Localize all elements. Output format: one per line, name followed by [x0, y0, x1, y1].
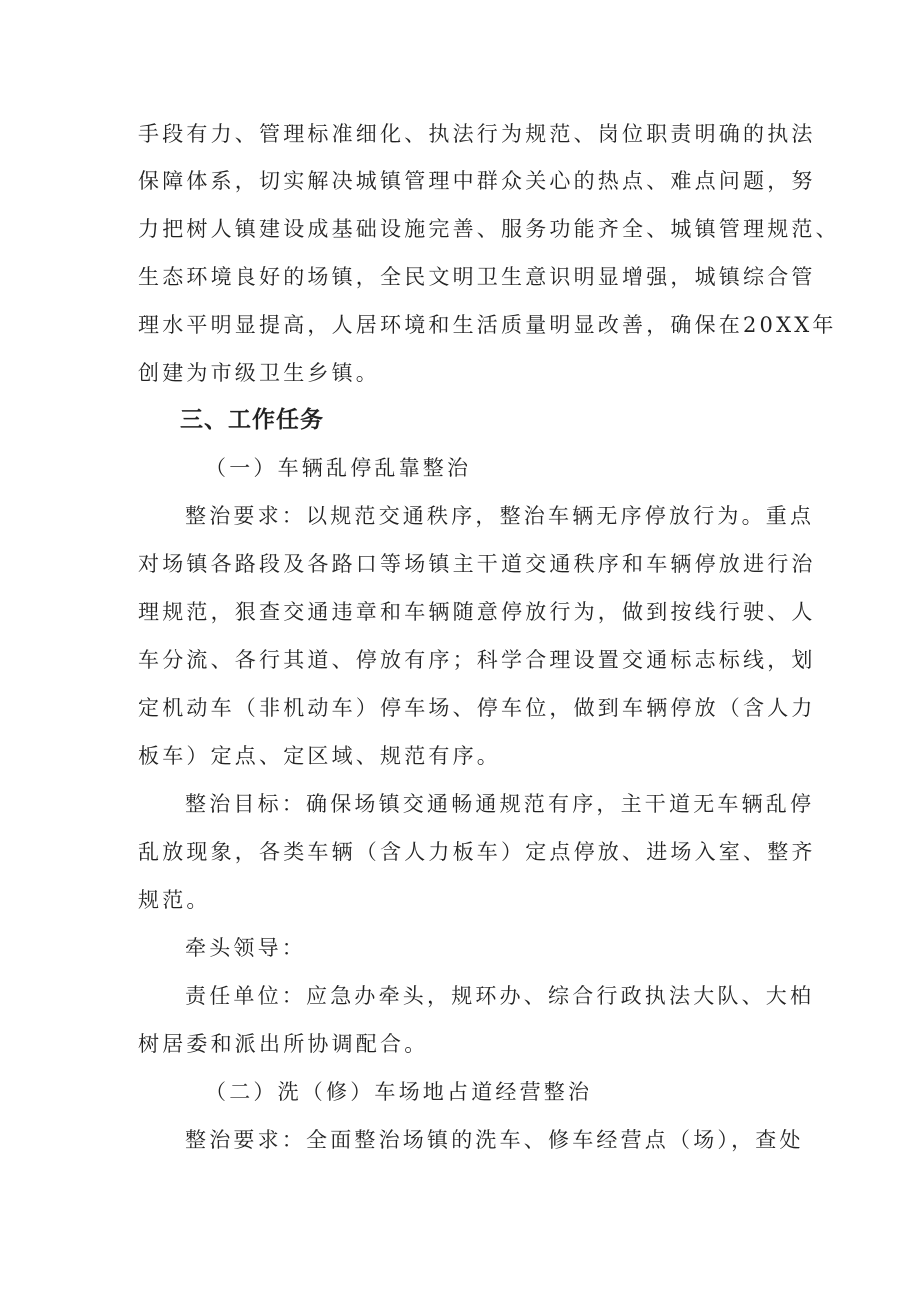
paragraph-line: 定机动车（非机动车）停车场、停车位，做到车辆停放（含人力: [138, 696, 816, 720]
paragraph-line: 理水平明显提高，人居环境和生活质量明显改善，确保在20XX年: [138, 313, 837, 337]
paragraph-line: 整治目标：确保场镇交通畅通规范有序，主干道无车辆乱停: [185, 792, 815, 816]
paragraph-line: 规范。: [138, 888, 211, 912]
subsection-heading: （一）车辆乱停乱靠整治: [205, 456, 472, 480]
paragraph-line: 整治要求：以规范交通秩序，整治车辆无序停放行为。重点: [185, 504, 815, 528]
paragraph-line: 保障体系，切实解决城镇管理中群众关心的热点、难点问题，努: [138, 169, 816, 193]
paragraph-line: 力把树人镇建设成基础设施完善、服务功能齐全、城镇管理规范、: [138, 217, 840, 241]
paragraph-line: 整治要求：全面整治场镇的洗车、修车经营点（场），查处: [185, 1128, 804, 1152]
paragraph-line: 树居委和派出所协调配合。: [138, 1032, 429, 1056]
paragraph-line: 手段有力、管理标准细化、执法行为规范、岗位职责明确的执法: [138, 122, 816, 146]
paragraph-line: 责任单位：应急办牵头，规环办、综合行政执法大队、大柏: [185, 984, 815, 1008]
paragraph-line: 牵头领导：: [185, 936, 306, 960]
subsection-heading: （二）洗（修）车场地占道经营整治: [205, 1080, 593, 1104]
paragraph-line: 对场镇各路段及各路口等场镇主干道交通秩序和车辆停放进行治: [138, 552, 816, 576]
paragraph-line: 理规范，狠查交通违章和车辆随意停放行为，做到按线行驶、人: [138, 600, 816, 624]
paragraph-line: 车分流、各行其道、停放有序；科学合理设置交通标志标线，划: [138, 648, 816, 672]
paragraph-line: 生态环境良好的场镇，全民文明卫生意识明显增强，城镇综合管: [138, 265, 816, 289]
paragraph-line: 板车）定点、定区域、规范有序。: [138, 744, 501, 768]
paragraph-line: 乱放现象，各类车辆（含人力板车）定点停放、进场入室、整齐: [138, 840, 816, 864]
paragraph-line: 创建为市级卫生乡镇。: [138, 361, 380, 385]
section-heading: 三、工作任务: [180, 407, 324, 433]
